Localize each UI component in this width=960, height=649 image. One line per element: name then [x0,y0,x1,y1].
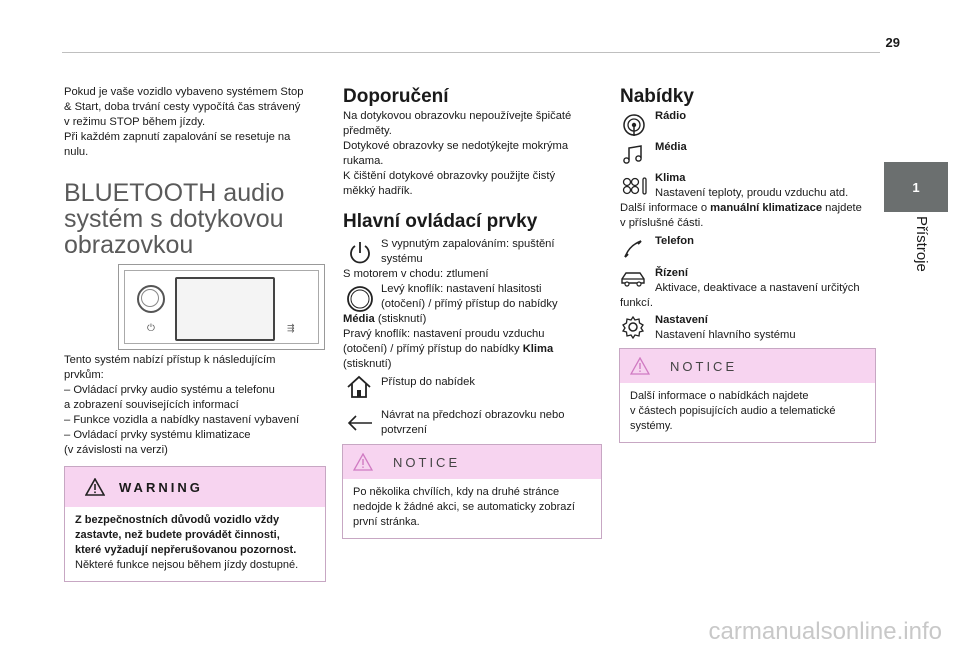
header-rule [62,52,880,53]
gear-icon [621,315,645,339]
chapter-number: 1 [912,179,920,195]
text-line: Nastavení hlavního systému [655,329,796,341]
main-controls-heading: Hlavní ovládací prvky [343,211,538,232]
knob-icon [346,285,374,313]
text-line: (otočení) / přímý přístup do nabídky [343,343,523,355]
recommendations-heading: Doporučení [343,86,449,107]
text-line: a zobrazení souvisejících informací [64,399,239,411]
text-line: (otočení) / přímý přístup do nabídky [381,298,558,310]
col1-intro [64,85,334,160]
text-line: & Start, doba trvání cesty vypočítá čas strávený [64,101,301,113]
warning-box [64,466,326,582]
menu-name: manuální klimatizace [710,202,823,214]
notice-line: Po několika chvílích, kdy na druhé stránce [353,486,560,498]
notice-line: systémy. [630,420,673,432]
warning-icon [85,478,105,496]
title-line: systém s dotykovou [64,205,284,233]
back-arrow-icon [346,413,374,433]
text-line: Pokud je vaše vozidlo vybaveno systémem Stop [64,86,304,98]
power-icon [347,240,373,266]
warning-line: Některé funkce nejsou během jízdy dostupné. [75,559,299,571]
text-line: Nastavení teploty, proudu vzduchu atd. [655,187,849,199]
text-line: Další informace o [620,202,711,214]
text-line: Dotykové obrazovky se nedotýkejte mokrýma [343,140,569,152]
notice-line: Další informace o nabídkách najdete [630,390,809,402]
text-line: systému [381,253,423,265]
text-line: Při každém zapnutí zapalování se resetuje na [64,131,291,143]
home-icon [346,375,372,399]
text-line: Pravý knoflík: nastavení proudu vzduchu [343,328,545,340]
text-line: S motorem v chodu: ztlumení [343,268,489,280]
text-line: (v závislosti na verzi) [64,444,168,456]
recommendations-text [343,109,603,199]
text-line: Levý knoflík: nastavení hlasitosti [381,283,542,295]
chapter-tab[interactable] [884,162,948,212]
warning-line: zastavte, než budete provádět činnosti, [75,529,280,541]
text-line: (stisknutí) [374,313,427,325]
menu-driving: Řízení [655,267,688,279]
warning-line: které vyžadují nepřerušovanou pozornost. [75,544,297,556]
text-line: Přístup do nabídek [381,376,475,388]
text-line: – Ovládací prvky audio systému a telefonu [64,384,275,396]
text-line: potvrzení [381,424,428,436]
text-line: najdete [822,202,862,214]
watermark: carmanualsonline.info [708,618,942,645]
menus-heading: Nabídky [620,86,694,107]
text-line: Tento systém nabízí přístup k následujícím [64,354,276,366]
menu-name: Klima [522,343,554,355]
notice-line: nedojde k žádné akci, se automaticky zobrazí [353,501,575,513]
notice-title: NOTICE [670,358,738,374]
notice-title: NOTICE [393,454,461,470]
notice-box [619,348,876,443]
title-line: obrazovkou [64,231,194,259]
notice-line: v částech popisujících audio a telematické [630,405,836,417]
notice-icon [353,453,373,471]
phone-icon [622,238,644,260]
text-line: v režimu STOP během jízdy. [64,116,206,128]
menu-climate: Klima [655,172,686,184]
text-line: Aktivace, deaktivace a nastavení určitých [655,282,860,294]
text-line: v příslušné části. [620,217,704,229]
chapter-label [884,212,948,322]
text-line: nulu. [64,146,89,158]
text-line: K čištění dotykové obrazovky použijte čistý [343,170,556,182]
text-line: prvkům: [64,369,104,381]
warning-line: Z bezpečnostních důvodů vozidlo vždy [75,514,280,526]
text-line: funkcí. [620,297,653,309]
notice-line: první stránka. [353,516,420,528]
text-line: – Funkce vozidla a nabídky nastavení vybavení [64,414,300,426]
text-line: Návrat na předchozí obrazovku nebo [381,409,565,421]
head-unit-illustration [118,264,325,350]
menu-settings: Nastavení [655,314,708,326]
title-line: BLUETOOTH audio [64,179,285,207]
text-line: S vypnutým zapalováním: spuštění [381,238,555,250]
text-line: měkký hadřík. [343,185,413,197]
text-line: – Ovládací prvky systému klimatizace [64,429,251,441]
radio-icon [622,113,646,137]
usb-icon: ⇶ [287,323,295,333]
text-line: předměty. [343,125,392,137]
car-icon [620,269,646,289]
warning-title: WARNING [119,479,203,495]
notice-icon [630,357,650,375]
section-title [64,180,334,258]
power-icon: ⏻ [147,323,155,334]
menu-phone: Telefon [655,235,694,247]
menu-radio: Rádio [655,110,687,122]
climate-icon [622,176,650,196]
text-line: (stisknutí) [343,358,392,370]
chapter-label-text: Přístroje [913,216,930,272]
menu-media: Média [655,141,687,153]
page-number: 29 [885,35,900,50]
col1-description [64,353,334,458]
menu-name: Média [343,313,375,325]
music-note-icon [622,145,644,165]
notice-box [342,444,602,539]
text-line: rukama. [343,155,384,167]
text-line: Na dotykovou obrazovku nepoužívejte špičaté [343,110,572,122]
